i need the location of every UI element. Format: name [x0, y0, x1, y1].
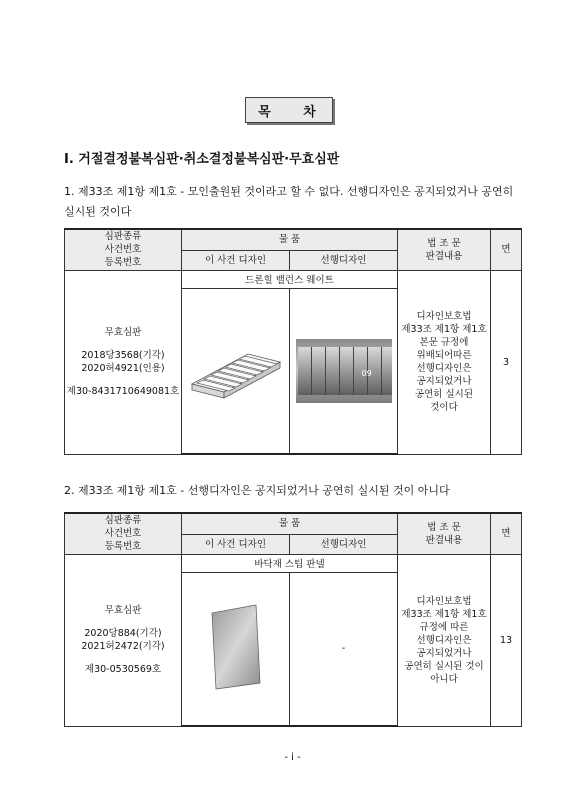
header-law	[398, 229, 491, 270]
header-ruling: 판결내용	[425, 250, 463, 262]
law-cell	[398, 554, 491, 726]
trial-type: 무효심판	[104, 327, 142, 338]
law-line: 공지되었거나	[416, 647, 472, 659]
law-line: 본문 규정에	[419, 337, 469, 348]
trial-type: 무효심판	[104, 605, 142, 616]
header-case-info	[65, 229, 182, 270]
toc-title: 목 차	[245, 97, 333, 123]
page-number: - i -	[284, 752, 301, 763]
prior-design-text: -	[290, 572, 398, 726]
case-info-cell	[65, 554, 182, 726]
law-line: 공연히 실시된	[414, 389, 474, 400]
header-product: 물 품	[182, 513, 398, 534]
page-cell: 13	[491, 554, 522, 726]
header-case-number: 사건번호	[104, 244, 142, 256]
header-law-article: 법 조 문	[427, 237, 461, 249]
product-name: 바닥재 스팀 판넬	[182, 554, 398, 572]
image-label: 09	[361, 368, 372, 378]
header-this-design: 이 사건 디자인	[182, 534, 290, 554]
law-line: 제33조 제1항 제1호	[401, 324, 487, 335]
header-case-info	[65, 513, 182, 554]
page-cell: 3	[491, 270, 522, 454]
case-number-2: 2020허4921(인용)	[81, 363, 165, 374]
law-line: 제33조 제1항 제1호	[401, 608, 487, 620]
law-line: 위배되어따른	[416, 350, 472, 361]
case-number-1: 2018당3568(기각)	[81, 350, 165, 361]
case-info-cell	[65, 270, 182, 454]
table2	[64, 512, 522, 727]
product-name: 드론힐 밸런스 웨이트	[182, 270, 398, 288]
table2-heading: 2. 제33조 제1항 제1호 - 선행디자인은 공지되었거나 공연히 실시된 것이 아니다	[64, 484, 450, 497]
header-prior-design: 선행디자인	[290, 534, 398, 554]
table1-heading: 1. 제33조 제1항 제1호 - 모인출원된 것이라고 할 수 없다. 선행디자인은 공지되었거나 공연히 실시된 것이다	[64, 185, 514, 218]
floor-panel-image	[208, 603, 264, 691]
header-ruling: 판결내용	[425, 534, 463, 546]
law-line: 디자인보호법	[416, 311, 472, 322]
header-prior-design: 선행디자인	[290, 250, 398, 270]
reg-number: 제30-8431710649081호	[66, 386, 180, 397]
header-this-design: 이 사건 디자인	[182, 250, 290, 270]
header-law	[398, 513, 491, 554]
law-line: 것이다	[430, 402, 458, 413]
table1	[64, 228, 522, 455]
prior-design-photo	[296, 339, 392, 403]
law-line: 선행디자인은	[416, 634, 472, 646]
balance-weight-image	[188, 336, 284, 402]
header-trial-type: 심판종류	[104, 515, 142, 527]
header-page: 면	[491, 513, 522, 554]
this-design-image-cell	[182, 572, 290, 726]
header-trial-type: 심판종류	[104, 231, 142, 243]
reg-number: 제30-0530569호	[84, 664, 162, 675]
header-page: 면	[491, 229, 522, 270]
law-line: 규정에 따른	[419, 621, 469, 633]
law-line: 디자인보호법	[416, 595, 472, 607]
header-reg-number: 등록번호	[104, 541, 142, 553]
law-cell	[398, 270, 491, 454]
header-law-article: 법 조 문	[427, 521, 461, 533]
this-design-image-cell	[182, 288, 290, 454]
law-line: 공지되었거나	[416, 376, 472, 387]
prior-design-image-cell	[290, 288, 398, 454]
header-reg-number: 등록번호	[104, 257, 142, 269]
header-case-number: 사건번호	[104, 528, 142, 540]
case-number-1: 2020당884(기각)	[84, 628, 162, 639]
header-product: 물 품	[182, 229, 398, 250]
law-line: 아니다	[430, 673, 458, 685]
section-heading: Ⅰ. 거절결정불복심판·취소결정불복심판·무효심판	[64, 152, 340, 167]
law-line: 선행디자인은	[416, 363, 472, 374]
case-number-2: 2021허2472(기각)	[81, 641, 165, 652]
law-line: 공연히 실시된 것이	[404, 660, 484, 672]
